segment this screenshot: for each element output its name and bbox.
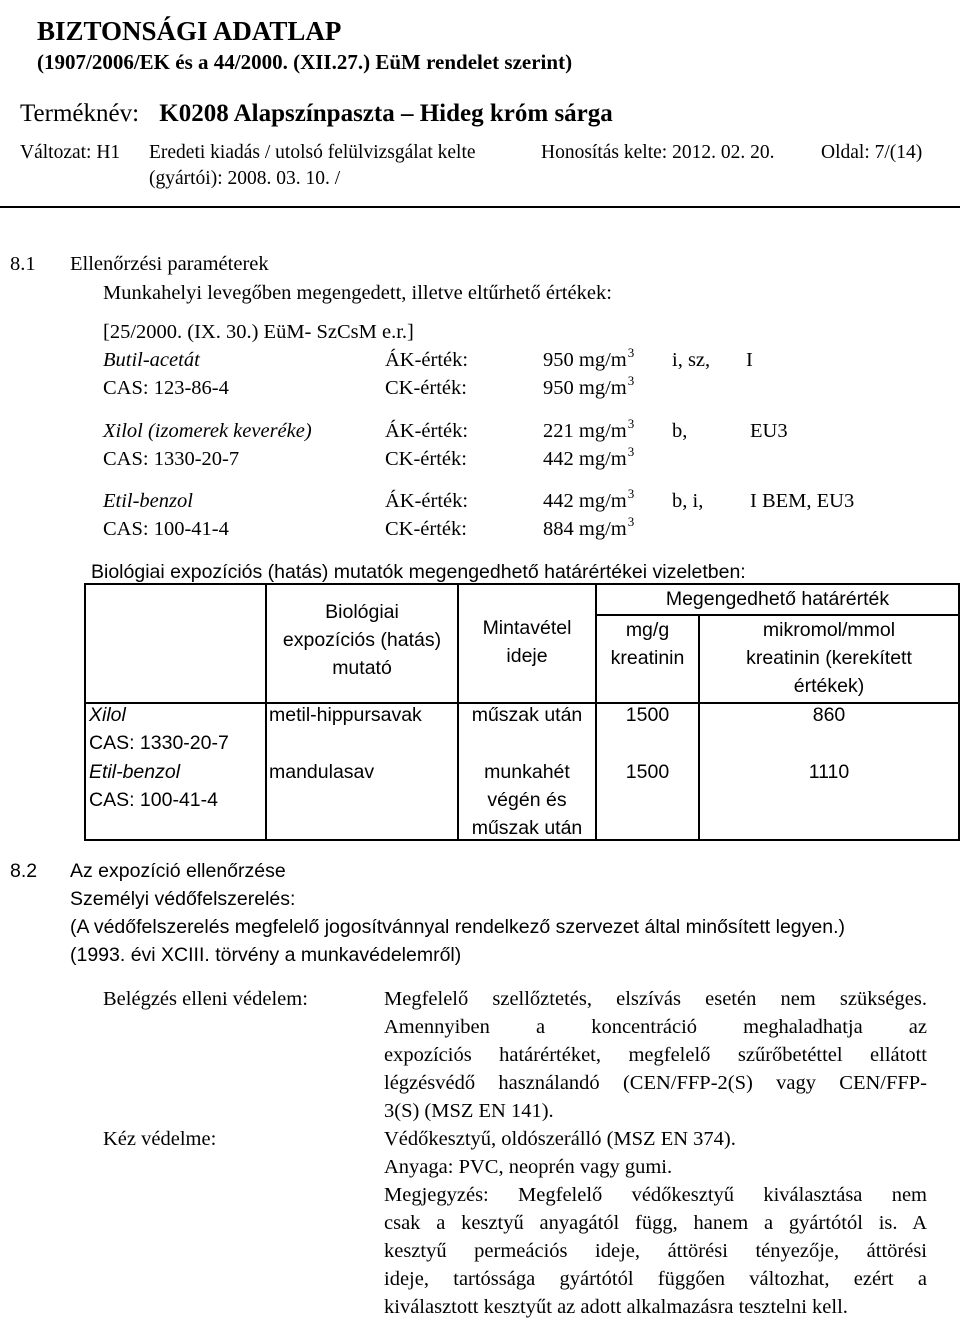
section-8-2-title: Az expozíció ellenőrzése: [70, 860, 286, 882]
header-mikromol: mikromol/mmol kreatinin (kerekített értékek): [746, 619, 912, 697]
hand-text: Védőkesztyű, oldószerálló (MSZ EN 374). Anyaga: PVC, neoprén vagy gumi. Megjegyzés: Megfelelő védőkesztyű kiválasztása nem csak a kesztyű anyagától függ, hanem a gyártótól is. A kesztyű permeációs ideje, áttörési tényezője, áttörési ideje, tartóssága gyártótól függően változhat, ezért a kiválasztott kesztyűt az adott alkalmazásra tesztelni kell.: [384, 1128, 927, 1318]
personal-protection-heading: Személyi védőfelszerelés:: [70, 888, 296, 910]
ck-value: 884 $mg/m^3$: [543, 514, 635, 540]
bio-table-title: Biológiai expozíciós (hatás) mutatók megengedhető határértékei vizeletben:: [91, 561, 746, 583]
document-title: BIZTONSÁGI ADATLAP: [37, 16, 342, 46]
section-8-1-subtitle: Munkahelyi levegőben megengedett, illetve eltűrhető értékek:: [103, 282, 612, 304]
flags: b,: [672, 420, 688, 442]
product-name: K0208 Alapszínpaszta – Hideg króm sárga: [159, 100, 613, 127]
respiratory-label: Belégzés elleni védelem:: [103, 988, 308, 1010]
hand-label: Kéz védelme:: [103, 1128, 217, 1150]
row-sampling: műszak után: [471, 704, 583, 726]
section-8-2-number: 8.2: [10, 860, 38, 882]
row-cas: CAS: 100-41-4: [89, 789, 218, 811]
validation-date: Honosítás kelte: 2012. 02. 20.: [541, 142, 775, 163]
ak-label: ÁK-érték:: [385, 420, 469, 442]
row-sampling: munkahét végén és műszak után: [471, 761, 583, 839]
section-8-1-title: Ellenőrzési paraméterek: [70, 253, 269, 275]
notes: I: [746, 349, 753, 371]
row-indicator: mandulasav: [269, 761, 375, 783]
section-8-1-number: 8.1: [10, 253, 36, 275]
ak-label: ÁK-érték:: [385, 490, 469, 512]
version: Változat: H1: [20, 142, 121, 163]
row-substance: Etil-benzol: [89, 761, 181, 783]
row-mikromol: 1110: [808, 761, 850, 783]
table-border-left: [84, 583, 86, 841]
regulation-subtitle: (1907/2006/EK és a 44/2000. (XII.27.) EüM rendelet szerint): [37, 50, 573, 74]
header-indicator: Biológiai expozíciós (hatás) mutató: [282, 601, 442, 679]
ak-value: 221 $mg/m^3$: [543, 416, 635, 442]
ck-label: CK-érték:: [385, 377, 467, 399]
substance-name: Xilol (izomerek keveréke): [103, 420, 312, 442]
issue-label: Eredeti kiadás / utolsó felülvizsgálat kelte: [149, 142, 476, 163]
row-mikromol: 860: [812, 704, 846, 726]
notes: I BEM, EU3: [750, 490, 855, 512]
flags: i, sz,: [672, 349, 711, 371]
cas-number: CAS: 1330-20-7: [103, 448, 240, 470]
row-substance: Xilol: [89, 704, 126, 726]
header-limit: Megengedhető határérték: [665, 588, 890, 610]
row-mgg: 1500: [625, 761, 670, 783]
row-cas: CAS: 1330-20-7: [89, 732, 229, 754]
ck-label: CK-érték:: [385, 518, 467, 540]
ak-value: 442 $mg/m^3$: [543, 486, 635, 512]
ak-value: 950 $mg/m^3$: [543, 345, 635, 371]
notes: EU3: [750, 420, 788, 442]
respiratory-text: Megfelelő szellőztetés, elszívás esetén nem szükséges. Amennyiben a koncentráció meghaladhatja az expozíciós határértéket, megfelelő szűrőbetéttel ellátott légzésvédő használandó (CEN/FFP-2(S) vagy CEN/FFP- 3(S) (MSZ EN 141).: [384, 988, 927, 1122]
row-indicator: metil-hippursavak: [269, 704, 422, 726]
product-label: Terméknév:: [20, 100, 140, 127]
issue-date: (gyártói): 2008. 03. 10. /: [149, 168, 341, 189]
cas-number: CAS: 123-86-4: [103, 377, 229, 399]
header-mgg: mg/g kreatinin: [610, 619, 685, 669]
row-mgg: 1500: [625, 704, 670, 726]
header-divider: [0, 206, 960, 208]
flags: b, i,: [672, 490, 704, 512]
ck-label: CK-érték:: [385, 448, 467, 470]
page-number: Oldal: 7/(14): [821, 142, 923, 163]
product-line: [20, 99, 613, 129]
ck-value: 950 $mg/m^3$: [543, 373, 635, 399]
header-sampling: Mintavétel ideje: [482, 617, 572, 667]
cas-number: CAS: 100-41-4: [103, 518, 229, 540]
substance-name: Etil-benzol: [103, 490, 193, 512]
regulation-reference: [25/2000. (IX. 30.) EüM- SzCsM e.r.]: [103, 321, 414, 343]
protection-note: (A védőfelszerelés megfelelő jogosítvánnyal rendelkező szervezet által minősített legyen.): [70, 916, 845, 938]
ak-label: ÁK-érték:: [385, 349, 469, 371]
bio-exposure-table: [84, 583, 960, 841]
substance-name: Butil-acetát: [103, 349, 200, 371]
ck-value: 442 $mg/m^3$: [543, 444, 635, 470]
law-reference: (1993. évi XCIII. törvény a munkavédelemről): [70, 944, 462, 966]
